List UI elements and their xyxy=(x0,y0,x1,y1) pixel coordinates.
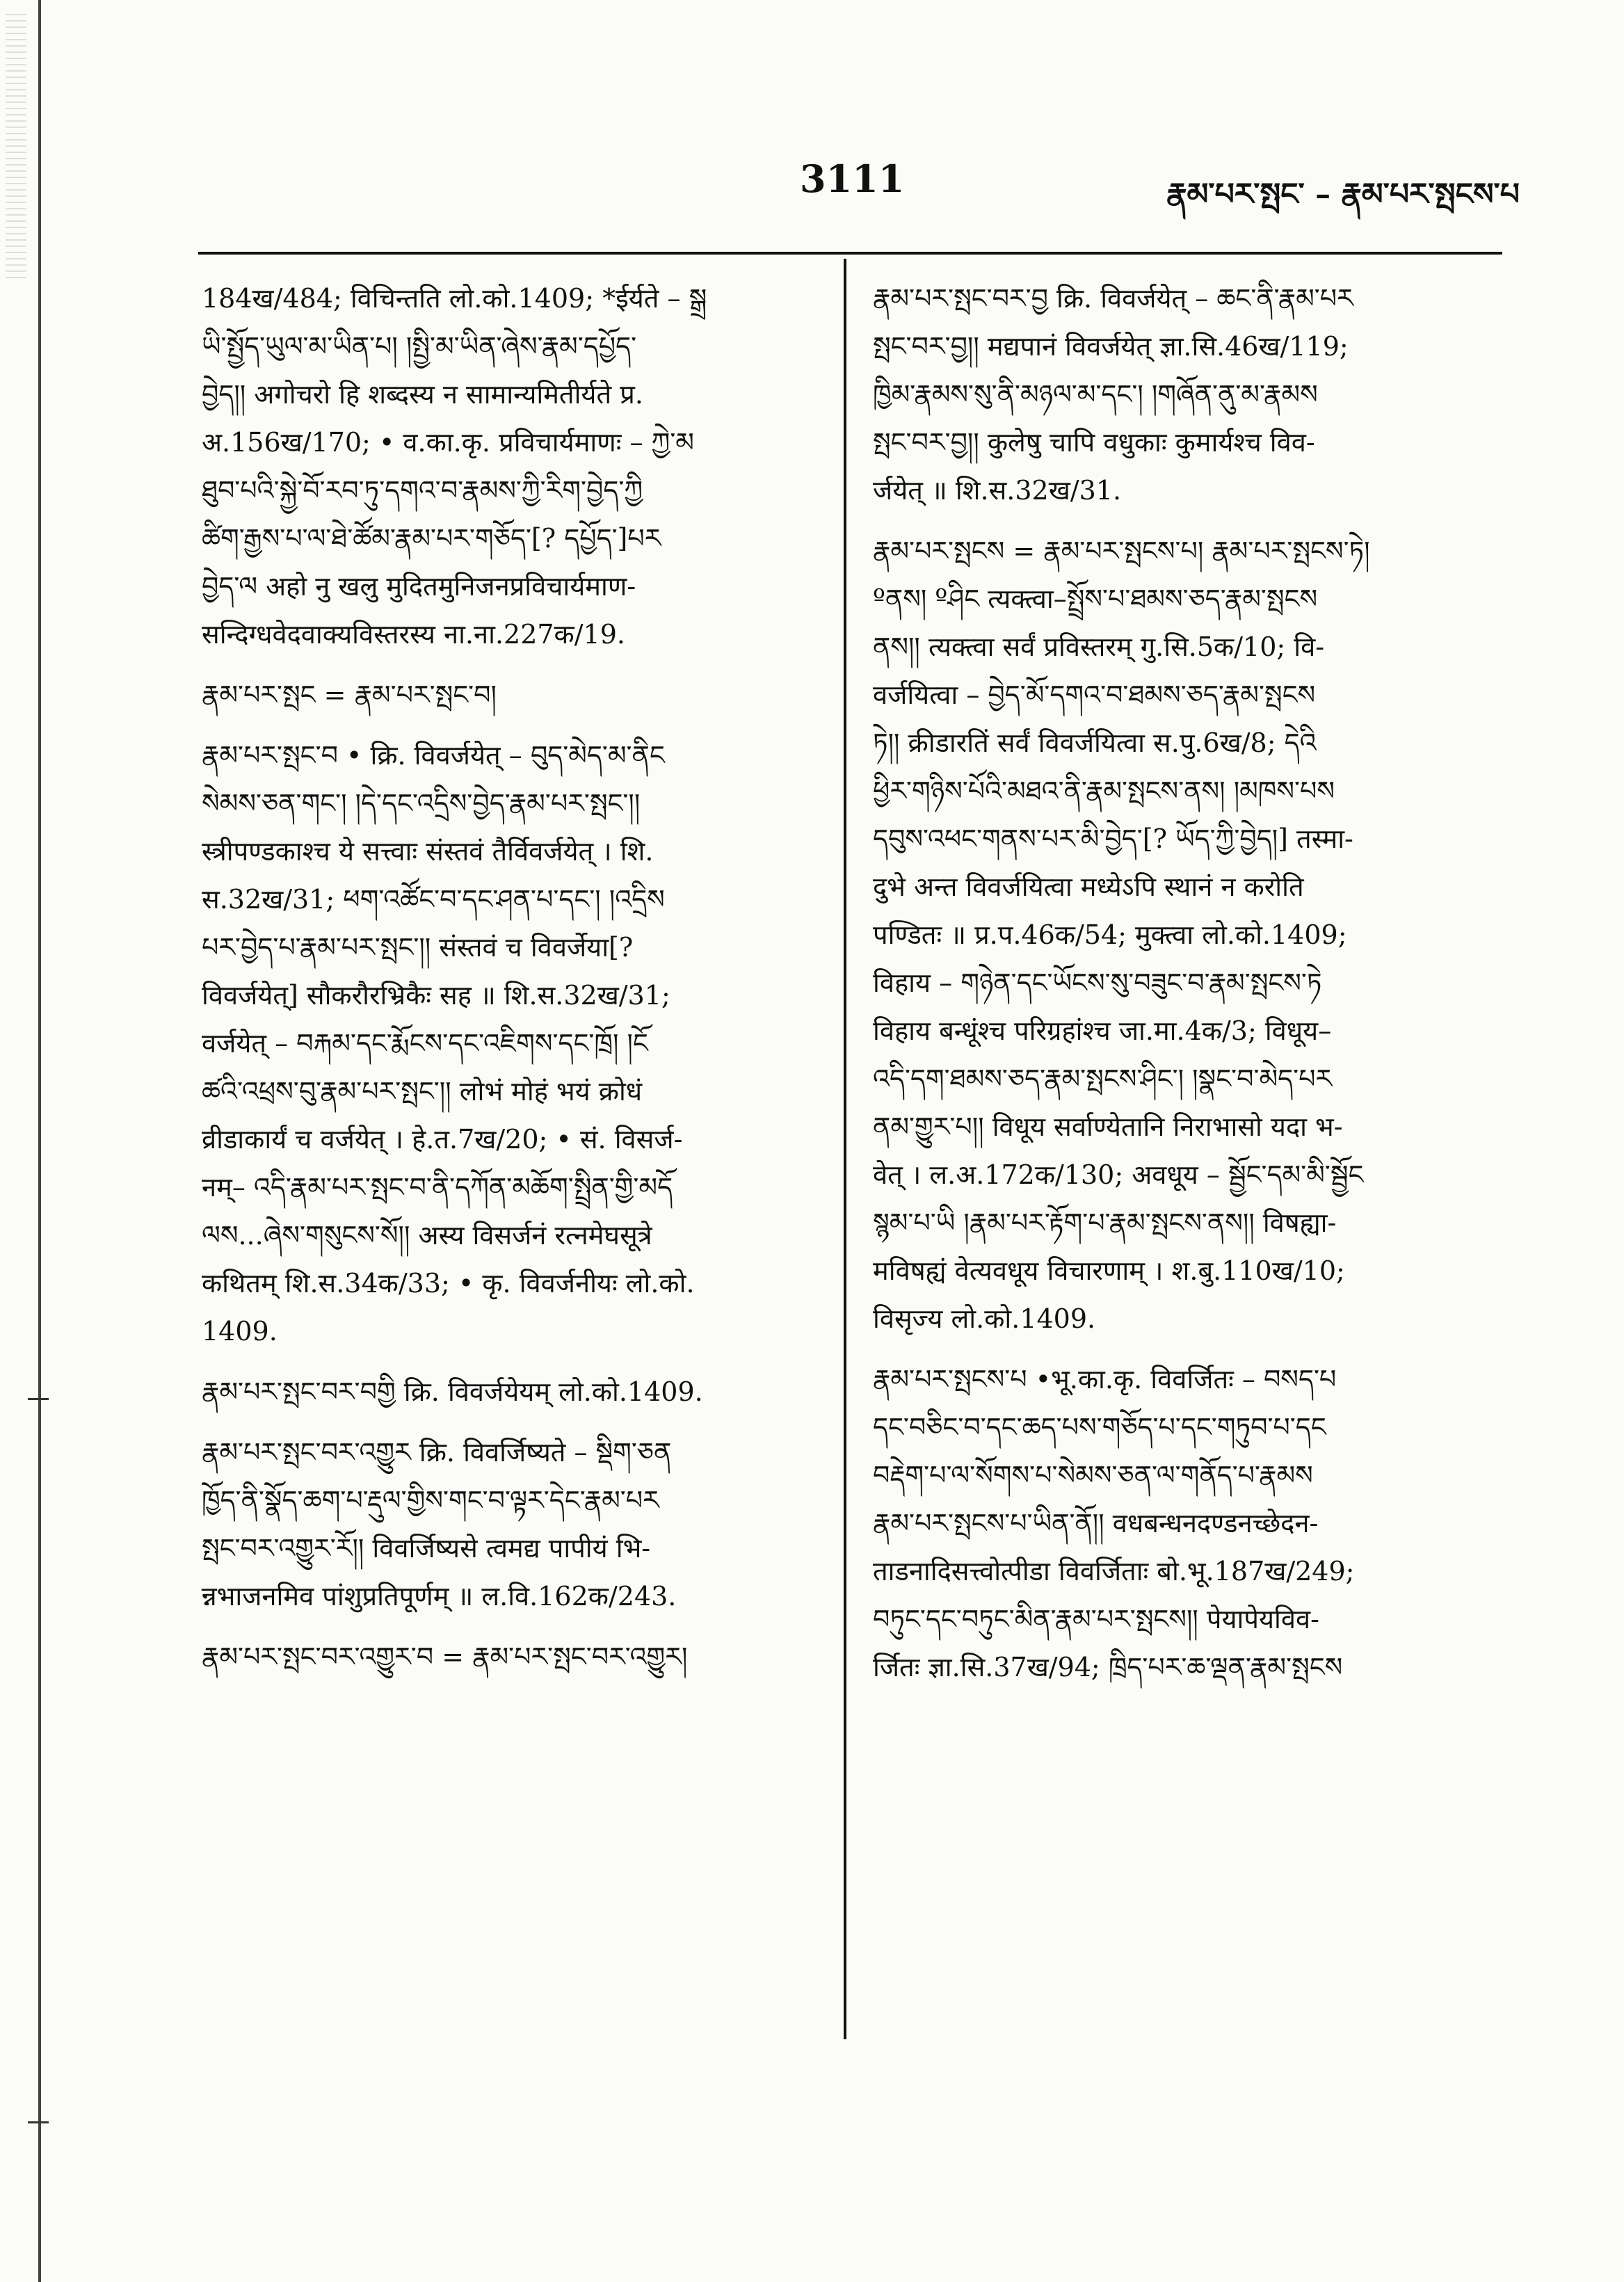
text-line: བརྡེག་པ་ལ་སོགས་པ་སེམས་ཅན་ལ་གནོད་པ་རྣམས xyxy=(873,1460,1313,1490)
text-line: སྤང་བར་བྱ།། मद्यपानं विवर्जयेत् ज्ञा.सि.46ख/119; xyxy=(873,331,1349,362)
text-line: རྣམ་པར་སྤང་བ • क्रि. विवर्जयेत् – བུད་མེད་མ་ནིང xyxy=(202,740,665,771)
text-line: ནས།། त्यक्त्वा सर्वं प्रविस्तरम् गु.सि.5क/10; वि- xyxy=(873,632,1325,662)
text-line: कथितम् शि.स.34क/33; • कृ. विवर्जनीयः लो.को. xyxy=(202,1268,695,1299)
dictionary-entry xyxy=(202,1368,814,1416)
text-line: འདི་དག་ཐམས་ཅད་རྣམ་སྤངས་ཤིང་། །སྣང་བ་མེད་པར xyxy=(873,1063,1333,1094)
text-line: विहाय – གཉེན་དང་ཡོངས་སུ་བཟུང་བ་རྣམ་སྤངས་ཏེ xyxy=(873,967,1322,998)
text-line: སེམས་ཅན་གང་། །དེ་དང་འདྲིས་བྱེད་རྣམ་པར་སྤང་།། xyxy=(202,788,641,819)
text-line: 184ख/484; विचिन्तति लो.को.1409; *ईर्यते – སྒྲ xyxy=(202,283,707,314)
entry-text xyxy=(202,1368,814,1416)
text-line: བྱེད།། अगोचरो हि शब्दस्य न सामान्यमितीर्यते प्र. xyxy=(202,379,643,410)
text-line: བཏུང་དང་བཏུང་མིན་རྣམ་པར་སྤངས།། पेयापेयविव- xyxy=(873,1604,1319,1634)
text-line: ཚའི་འཕྲས་བུ་རྣམ་པར་སྤང་།། लोभं मोहं भयं क्रोधं xyxy=(202,1076,643,1107)
text-line: ཐུབ་པའི་སྐྱེ་བོ་རབ་ཏུ་དགའ་བ་རྣམས་ཀྱི་རིག་བྱེད་ཀྱི xyxy=(202,475,643,506)
text-line: मविषह्यं वेत्यवधूय विचारणाम् । श.बु.110ख/10; xyxy=(873,1255,1345,1286)
margin-tick-mark xyxy=(28,1398,49,1400)
margin-tick-mark xyxy=(28,2121,49,2123)
text-line: ཁྱོད་ནི་སྣོད་ཆག་པ་རྡུལ་གྱིས་གང་བ་ལྟར་དེང་རྣམ་པར xyxy=(202,1485,659,1516)
dictionary-entry xyxy=(873,1356,1485,1692)
text-line: སྤང་བར་བྱ།། कुलेषु चापि वधुकाः कुमार्यश्च विव- xyxy=(873,427,1315,458)
text-line: སྤང་བར་འགྱུར་རོ།། विवर्जिष्यसे त्वमद्य पापीयं भि- xyxy=(202,1533,651,1564)
entry-text xyxy=(202,1429,814,1621)
text-line: दुभे अन्त विवर्जयित्वा मध्येऽपि स्थानं न करोति xyxy=(873,871,1304,902)
entry-text xyxy=(873,527,1485,1343)
text-line: र्जयेत् ॥ शि.स.32ख/31. xyxy=(873,475,1122,506)
text-line: स्त्रीपण्डकाश्च ये सत्त्वाः संस्तवं तैर्विवर्जयेत् । शि. xyxy=(202,836,654,867)
scan-edge-noise xyxy=(6,14,26,278)
text-line: व्रीडाकार्यं च वर्जयेत् । हे.त.7ख/20; • सं. विसर्ज- xyxy=(202,1124,683,1155)
entry-text xyxy=(873,1356,1485,1692)
text-line: विवर्जयेत्] सौकरौरभ्रिकैः सह ॥ शि.स.32ख/31; xyxy=(202,980,670,1011)
text-line: अ.156ख/170; • व.का.कृ. प्रविचार्यमाणः – ཀྱེ་མ xyxy=(202,427,694,458)
entry-continuation xyxy=(202,275,814,659)
text-line: विसृज्य लो.को.1409. xyxy=(873,1303,1096,1334)
text-line: ཡི་སྤྱོད་ཡུལ་མ་ཡིན་པ། །སྤྱི་མ་ཡིན་ཞེས་རྣམ་དཔྱོད་ xyxy=(202,331,637,362)
column-divider xyxy=(844,259,846,2039)
text-line: सन्दिग्धवेदवाक्यविस्तरस्य ना.ना.227क/19. xyxy=(202,619,625,650)
text-line: ལས...ཞེས་གསུངས་སོ།། अस्य विसर्जनं रत्नमेघसूत्रे xyxy=(202,1220,652,1251)
dictionary-entry xyxy=(873,275,1485,515)
text-line: བྱེད་ལ अहो नु खलु मुदितमुनिजनप्रविचार्यमाण- xyxy=(202,571,636,602)
text-line: 1409. xyxy=(202,1316,278,1347)
text-line: वर्जयेत् – བརྐམ་དང་རྨོངས་དང་འཇིགས་དང་ཁྲོ། །ངོ xyxy=(202,1028,648,1059)
cross-reference-entry: རྣམ་པར་སྤང་བར་འགྱུར་བ = རྣམ་པར་སྤང་བར་འགྱུར། xyxy=(202,1641,688,1672)
text-line: वेत् । ल.अ.172क/130; अवधूय – སྦྱོང་དམ་མི་སྦྱོང xyxy=(873,1159,1364,1190)
entry-text xyxy=(202,275,814,659)
dictionary-entry xyxy=(202,1429,814,1621)
cross-reference-entry: རྣམ་པར་སྤང = རྣམ་པར་སྤང་བ། xyxy=(202,680,497,710)
text-line: विहाय बन्धूंश्च परिग्रहांश्च जा.मा.4क/3; विधूय– xyxy=(873,1015,1332,1046)
text-line: སྙམ་པ་ཡི །རྣམ་པར་རྟོག་པ་རྣམ་སྤངས་ནས།། विषह्या- xyxy=(873,1207,1337,1238)
text-line: དང་བཅིང་བ་དང་ཆད་པས་གཅོད་པ་དང་གཏུབ་པ་དང xyxy=(873,1412,1326,1443)
text-line: པར་བྱེད་པ་རྣམ་པར་སྤང་།། संस्तवं च विवर्जेया[? xyxy=(202,932,634,963)
page-number: 3111 xyxy=(800,156,905,201)
text-line: न्नभाजनमिव पांशुप्रतिपूर्णम् ॥ ल.वि.162क/243. xyxy=(202,1581,677,1612)
text-line: वर्जयित्वा – བྱེད་མོ་དགའ་བ་ཐམས་ཅད་རྣམ་སྤངས xyxy=(873,680,1316,710)
text-line: ताडनादिसत्त्वोत्पीडा विवर्जिताः बो.भू.187ख/249; xyxy=(873,1556,1355,1586)
text-line: र्जितः ज्ञा.सि.37ख/94; ཁྲིད་པར་ཆ་ལྡན་རྣམ་སྤངས xyxy=(873,1652,1343,1682)
text-line: རྣམ་པར་སྤངས = རྣམ་པར་སྤངས་པ། རྣམ་པར་སྤངས་ཏེ། xyxy=(873,536,1370,566)
text-line: पण्डितः ॥ प्र.प.46क/54; मुक्त्वा लो.को.1409; xyxy=(873,919,1347,950)
text-line: དབུས་འཕང་གནས་པར་མི་བྱེད་[? ཡོད་ཀྱི་བྱེད།] तस्मा- xyxy=(873,823,1353,854)
entry-text xyxy=(202,732,814,1356)
text-line: ཕྱིར་གཉིས་པོའི་མཐའ་ནི་རྣམ་སྤངས་ནས། །མཁས་པས xyxy=(873,776,1335,806)
text-line: ºནས། ºཤིང त्यक्त्वा–སྤྲོས་པ་ཐམས་ཅད་རྣམ་སྤངས xyxy=(873,584,1318,614)
text-line: ནམ་གྱུར་པ།། विधूय सर्वाण्येतानि निराभासो यदा भ- xyxy=(873,1111,1343,1142)
header-rule xyxy=(198,252,1502,255)
running-head: རྣམ་པར་སྤང་ – རྣམ་པར་སྤངས་པ xyxy=(1166,177,1520,212)
text-line: ཏེ།། क्रीडारतिं सर्वं विवर्जयित्वा स.पु.6ख/8; དེའི xyxy=(873,728,1317,758)
text-line: नम्– འདི་རྣམ་པར་སྤང་བ་ནི་དཀོན་མཆོག་སྤྲིན་གྱི་མདོ xyxy=(202,1172,673,1203)
text-line: རྣམ་པར་སྤང་བར་བགྱི क्रि. विवर्जयेयम् लो.को.1409. xyxy=(202,1376,703,1407)
binding-edge-line xyxy=(38,0,41,2282)
text-line: རྣམ་པར་སྤངས་པ •भू.का.कृ. विवर्जितः – བསད་པ xyxy=(873,1364,1337,1395)
right-column xyxy=(873,275,1485,1704)
text-line: རྣམ་པར་སྤང་བར་འགྱུར क्रि. विवर्जिष्यते – སྡིག་ཅན xyxy=(202,1437,672,1468)
left-column xyxy=(202,275,814,1694)
text-line: ཚིག་རྒྱས་པ་ལ་ཐེ་ཚོམ་རྣམ་པར་གཅོད་[? དཔྱོད་]པར xyxy=(202,523,661,554)
dictionary-entry xyxy=(873,527,1485,1343)
text-line: རྣམ་པར་སྤང་བར་བྱ क्रि. विवर्जयेत् – ཆང་ནི་རྣམ་པར xyxy=(873,283,1353,314)
text-line: स.32ख/31; ཕག་འཚོང་བ་དང་ཤན་པ་དང་། །འདྲིས xyxy=(202,884,665,915)
text-line: རྣམ་པར་སྤངས་པ་ཡིན་ནོ།། वधबन्धनदण्डनच्छेदन- xyxy=(873,1508,1319,1538)
entry-text xyxy=(873,275,1485,515)
text-line: ཁྱིམ་རྣམས་སུ་ནི་མཉལ་མ་དང་། །གཞོན་ནུ་མ་རྣམས xyxy=(873,379,1318,410)
dictionary-entry xyxy=(202,732,814,1356)
